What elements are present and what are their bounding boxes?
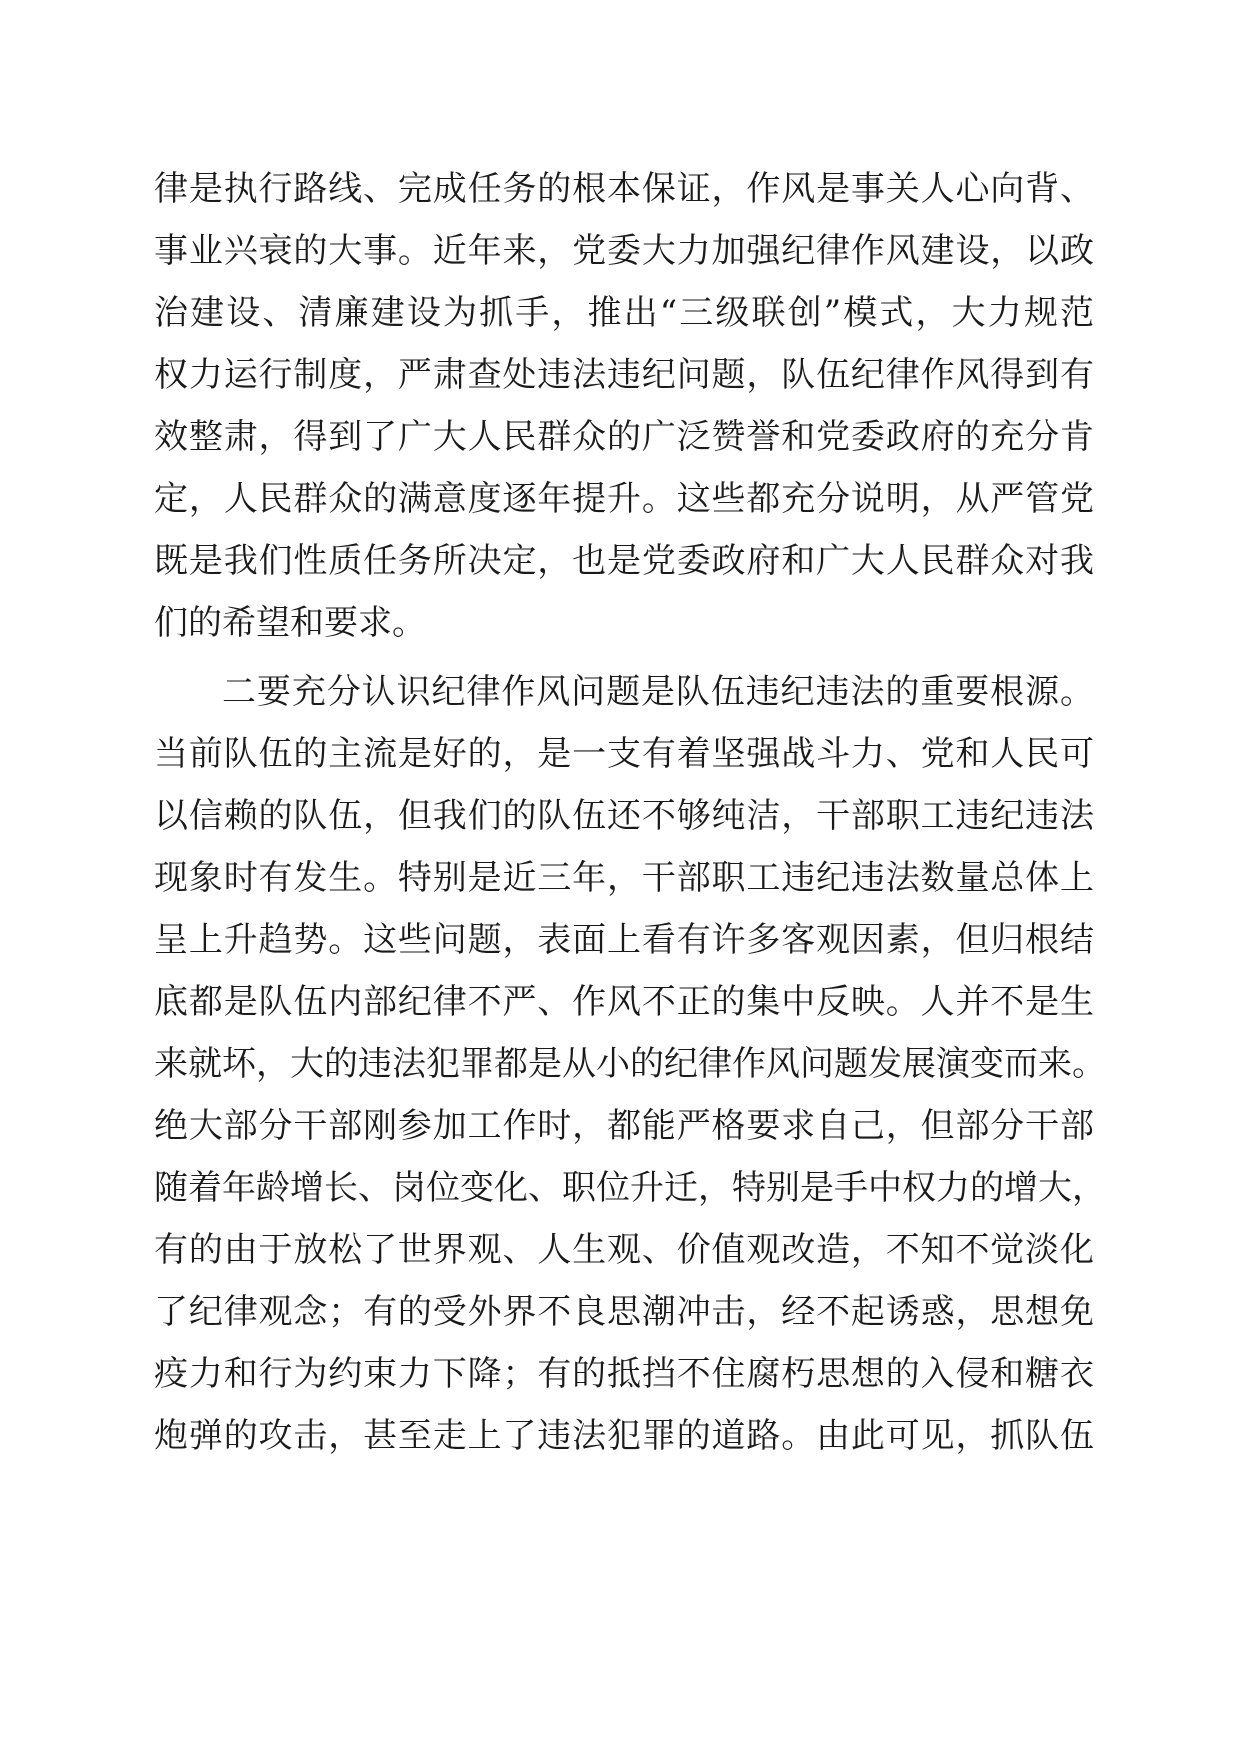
paragraph-gap: [154, 654, 1094, 661]
text-line: 当前队伍的主流是好的，是一支有着坚强战斗力、党和人民可: [154, 734, 1094, 774]
text-line: 现象时有发生。特别是近三年，干部职工违纪违法数量总体上: [154, 858, 1094, 898]
text-line: 定，人民群众的满意度逐年提升。这些都充分说明，从严管党: [154, 479, 1094, 519]
text-line: 权力运行制度，严肃查处违法违纪问题，队伍纪律作风得到有: [154, 355, 1094, 395]
text-line: 呈上升趋势。这些问题，表面上看有许多客观因素，但归根结: [154, 920, 1094, 960]
text-line: 以信赖的队伍，但我们的队伍还不够纯洁，干部职工违纪违法: [154, 796, 1094, 836]
text-line: 既是我们性质任务所决定，也是党委政府和广大人民群众对我: [154, 541, 1094, 581]
text-line: 底都是队伍内部纪律不严、作风不正的集中反映。人并不是生: [154, 982, 1094, 1022]
paragraph-1: [154, 158, 1094, 654]
text-line: 绝大部分干部刚参加工作时，都能严格要求自己，但部分干部: [154, 1106, 1094, 1146]
text-line: 有的由于放松了世界观、人生观、价值观改造，不知不觉淡化: [154, 1230, 1094, 1270]
text-line: 效整肃，得到了广大人民群众的广泛赞誉和党委政府的充分肯: [154, 417, 1094, 457]
text-line: 随着年龄增长、岗位变化、职位升迁，特别是手中权力的增大，: [154, 1168, 1106, 1208]
text-line: 治建设、清廉建设为抓手，推出“三级联创”模式，大力规范: [154, 293, 1094, 333]
text-line: 炮弹的攻击，甚至走上了违法犯罪的道路。由此可见，抓队伍: [154, 1416, 1094, 1456]
text-line: 二要充分认识纪律作风问题是队伍违纪违法的重要根源。: [222, 672, 1094, 712]
text-line: 了纪律观念；有的受外界不良思潮冲击，经不起诱惑，思想免: [154, 1292, 1094, 1332]
body-text: [154, 158, 1106, 1467]
text-line: 事业兴衰的大事。近年来，党委大力加强纪律作风建设，以政: [154, 231, 1094, 271]
text-line: 来就坏，大的违法犯罪都是从小的纪律作风问题发展演变而来。: [154, 1044, 1106, 1084]
text-line: 律是执行路线、完成任务的根本保证，作风是事关人心向背、: [154, 169, 1094, 209]
paragraph-2: [154, 661, 1106, 1467]
text-line: 疫力和行为约束力下降；有的抵挡不住腐朽思想的入侵和糖衣: [154, 1354, 1094, 1394]
text-line: 们的希望和要求。: [154, 603, 426, 643]
